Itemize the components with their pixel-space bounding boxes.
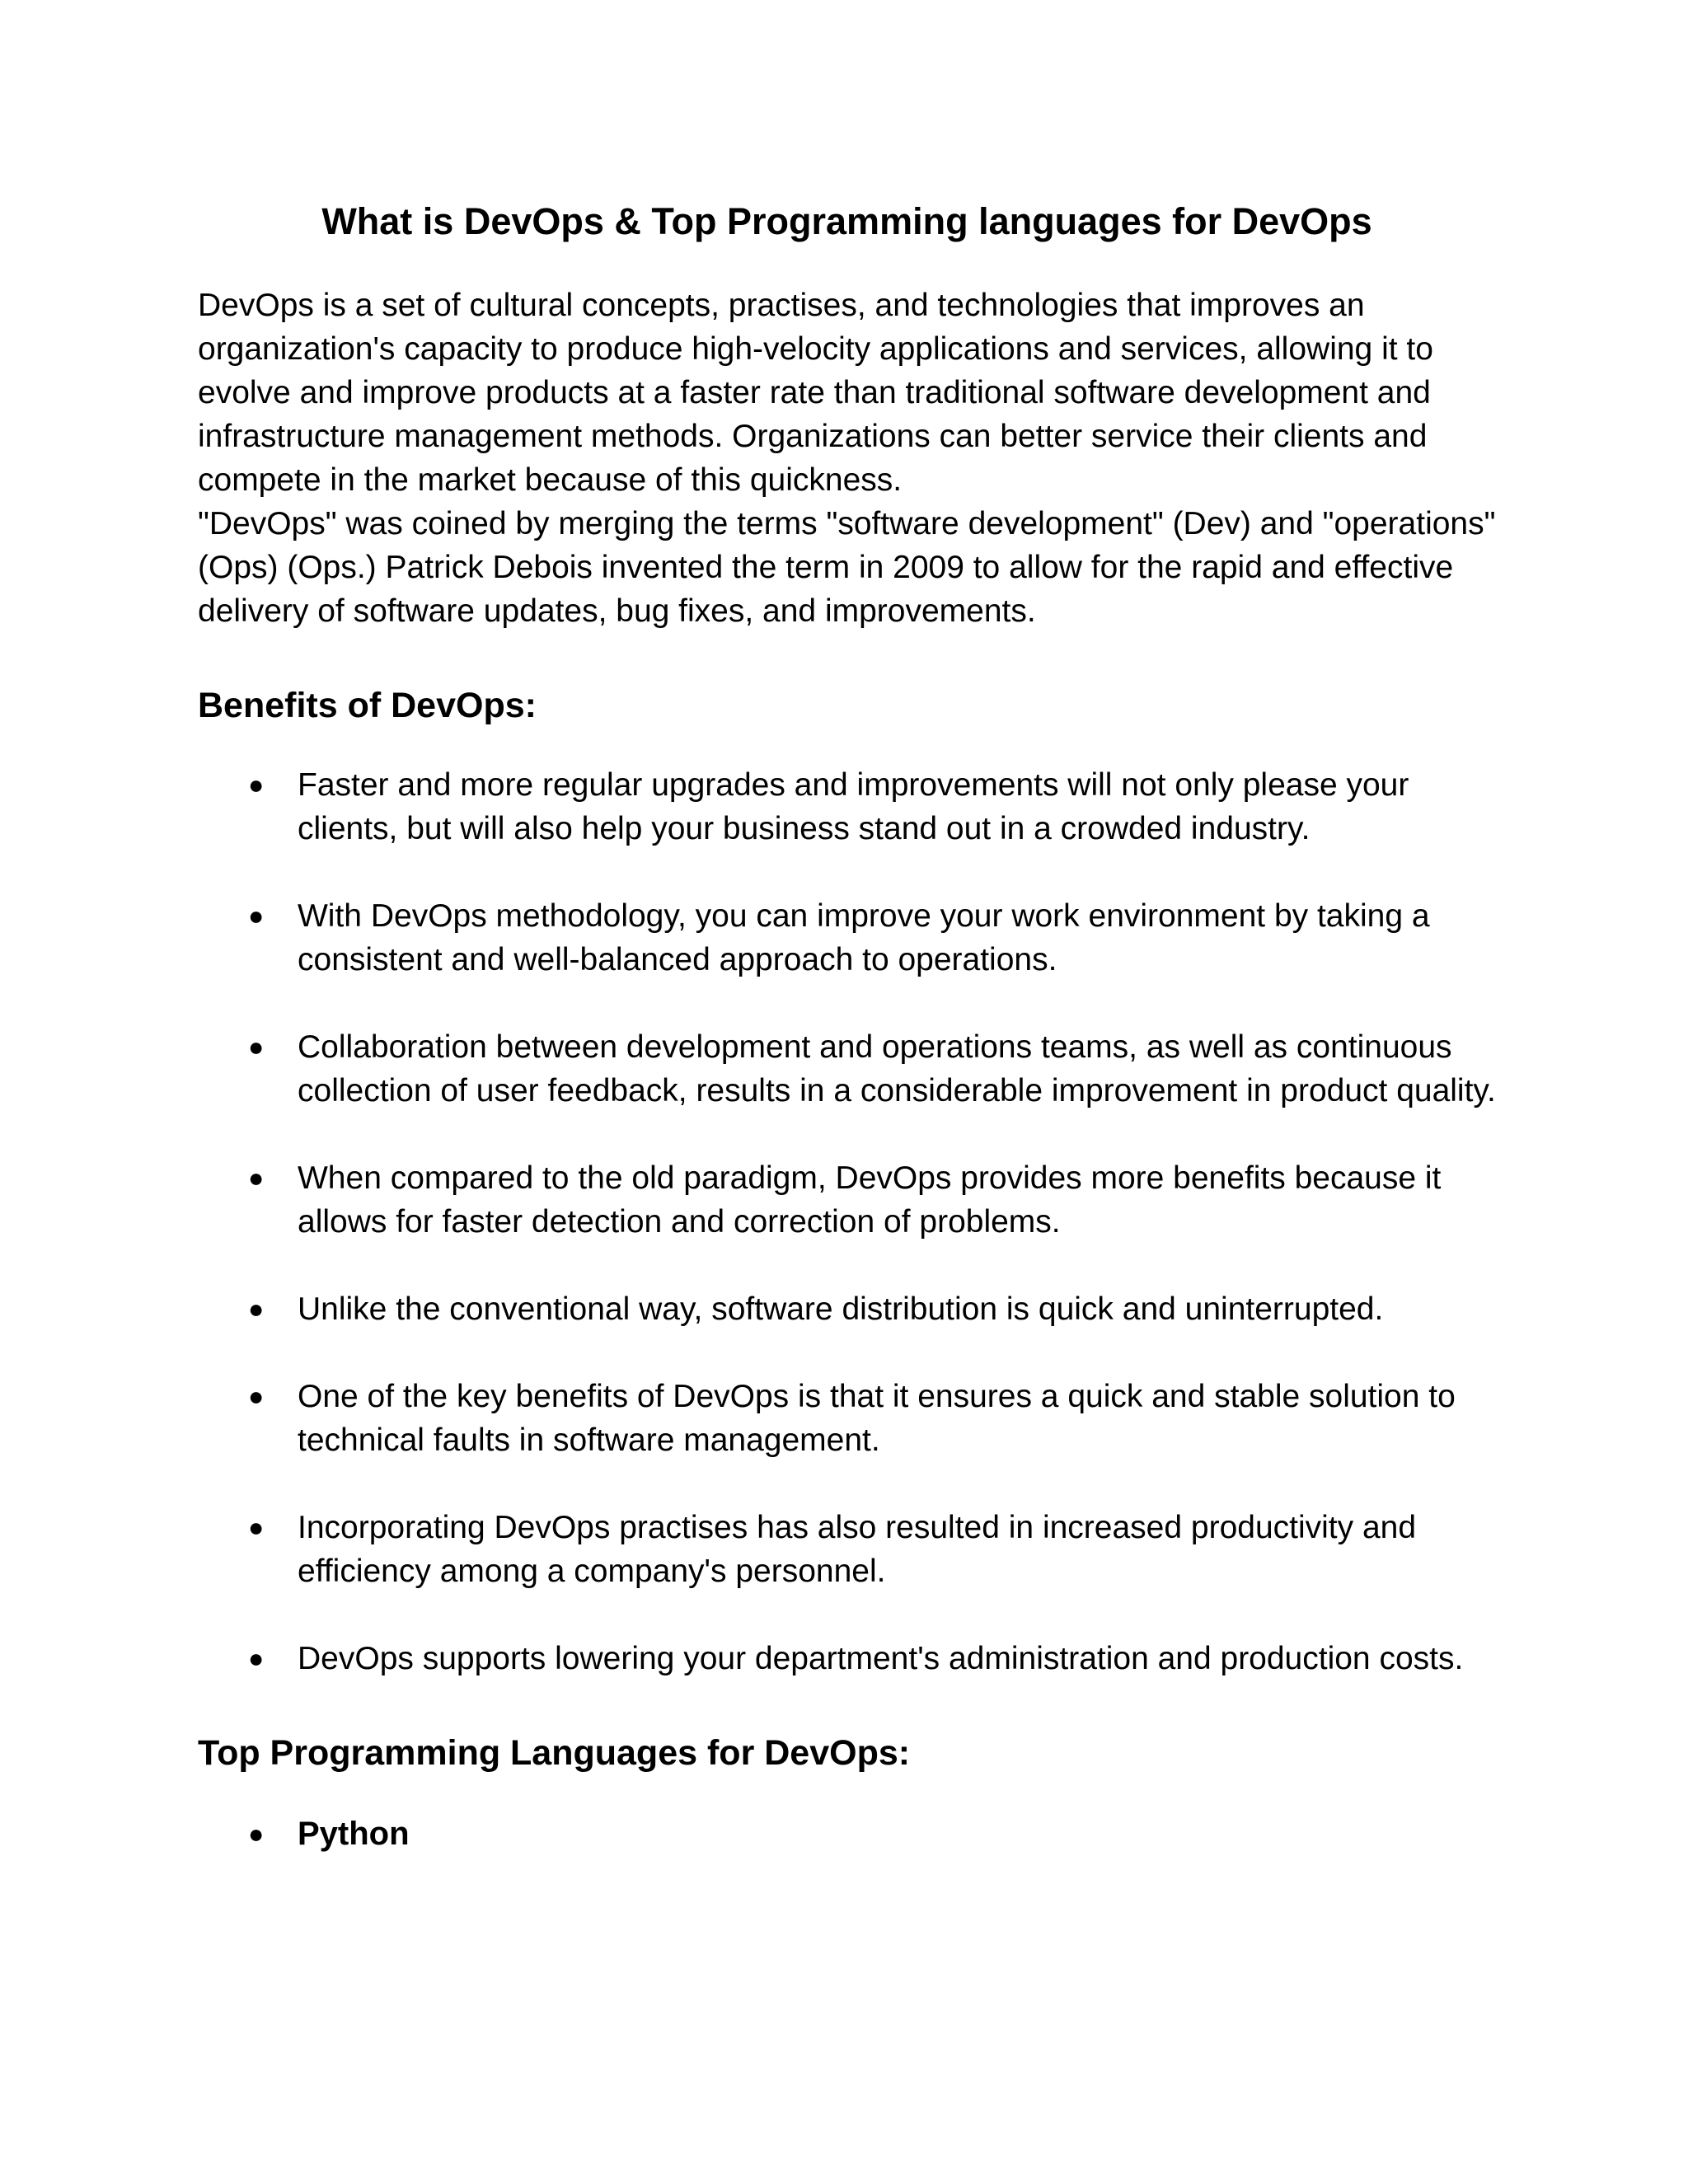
document-title: What is DevOps & Top Programming languages for DevOps <box>321 200 1372 242</box>
benefit-text: With DevOps methodology, you can improve your work environment by taking a consistent and well-balanced approach to operations. <box>298 898 1430 977</box>
language-item <box>198 1812 1496 1856</box>
language-name: Python <box>298 1816 410 1852</box>
benefit-text: Incorporating DevOps practises has also resulted in increased productivity and efficiency among a company's personnel. <box>298 1510 1417 1589</box>
bullet-icon: ● <box>248 1512 265 1542</box>
benefit-item <box>198 763 1496 851</box>
bullet-icon: ● <box>248 1032 265 1062</box>
benefit-text: Unlike the conventional way, software distribution is quick and uninterrupted. <box>298 1291 1384 1327</box>
benefit-text: Collaboration between development and operations teams, as well as continuous collection of user feedback, results in a considerable improvement in product quality. <box>298 1029 1496 1108</box>
document-content <box>198 188 1496 1856</box>
benefit-text: When compared to the old paradigm, DevOps provides more benefits because it allows for faster detection and correction of problems. <box>298 1160 1442 1240</box>
intro-paragraph: DevOps is a set of cultural concepts, practises, and technologies that improves an organization's capacity to produce high-velocity applications and services, allowing it to evolve and improve products at a faster rate than traditional software development and infrastructure management methods. Organizations can better service their clients and compete in the market because of this quickness. <box>198 288 1433 498</box>
benefit-item <box>198 1375 1496 1462</box>
bullet-icon: ● <box>248 1294 265 1324</box>
bullet-icon: ● <box>248 901 265 930</box>
benefit-item <box>198 1287 1496 1331</box>
bullet-icon: ● <box>248 1819 265 1849</box>
benefit-text: One of the key benefits of DevOps is that it ensures a quick and stable solution to technical faults in software management. <box>298 1379 1456 1458</box>
bullet-icon: ● <box>248 1163 265 1193</box>
benefits-heading: Benefits of DevOps: <box>198 686 537 725</box>
benefit-text: DevOps supports lowering your department's administration and production costs. <box>298 1641 1464 1676</box>
intro-section <box>198 284 1496 633</box>
benefit-item <box>198 1637 1496 1680</box>
bullet-icon: ● <box>248 1381 265 1411</box>
languages-list <box>198 1812 1496 1856</box>
benefits-list <box>198 763 1496 1680</box>
benefit-text: Faster and more regular upgrades and improvements will not only please your clients, but will also help your business stand out in a crowded industry. <box>298 767 1409 846</box>
benefit-item <box>198 1025 1496 1113</box>
bullet-icon: ● <box>248 1643 265 1673</box>
benefit-item <box>198 1506 1496 1593</box>
bullet-icon: ● <box>248 770 265 799</box>
benefit-item <box>198 1156 1496 1244</box>
benefit-item <box>198 894 1496 982</box>
languages-heading: Top Programming Languages for DevOps: <box>198 1733 911 1773</box>
intro-paragraph: "DevOps" was coined by merging the terms "software development" (Dev) and "operations" (Ops) (Ops.) Patrick Debois invented the term in 2009 to allow for the rapid and effective delivery of software updates, bug fixes, and improvements. <box>198 506 1496 629</box>
